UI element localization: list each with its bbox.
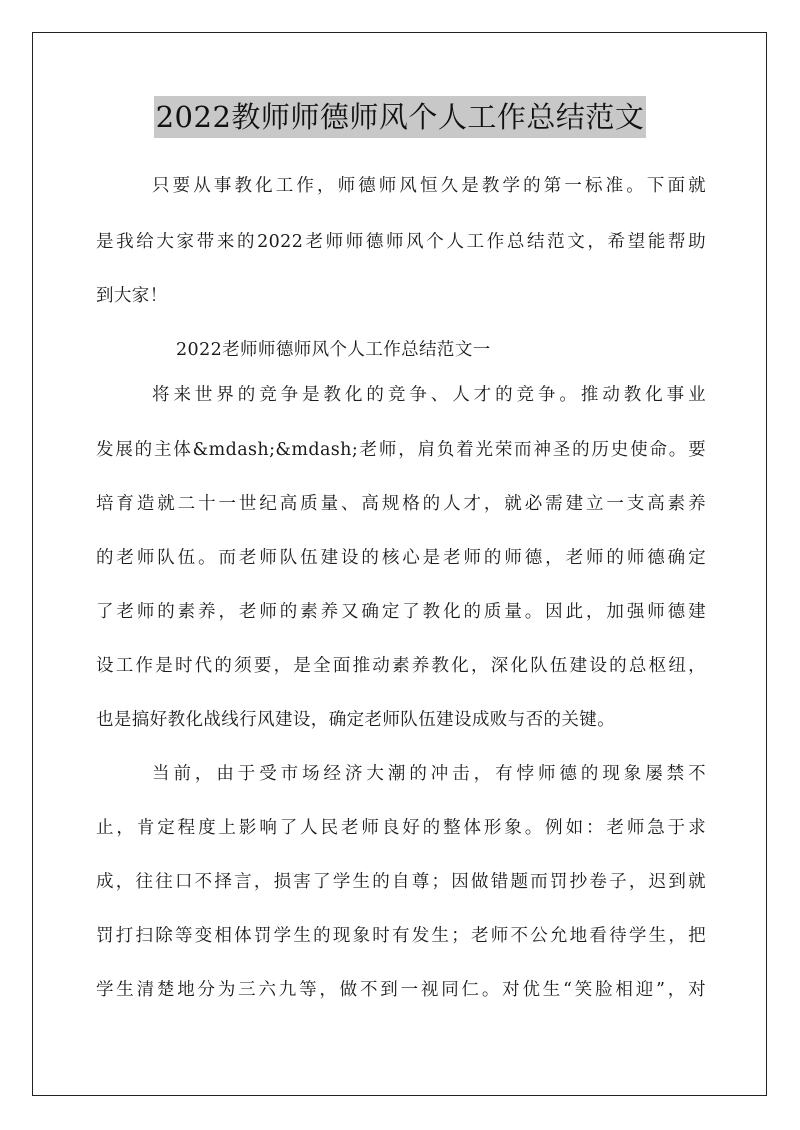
paragraph-line: 罚打扫除等变相体罚学生的现象时有发生；老师不公允地看待学生，把 (96, 926, 706, 946)
paragraph-line: 发展的主体&mdash;&mdash;老师，肩负着光荣而神圣的历史使命。要 (96, 440, 706, 460)
title-container (0, 96, 800, 138)
paragraph-line: 也是搞好教化战线行风建设，确定老师队伍建设成败与否的关键。 (96, 710, 616, 730)
paragraph-line: 设工作是时代的须要，是全面推动素养教化，深化队伍建设的总枢纽， (96, 656, 706, 676)
paragraph-line: 成，往往口不择言，损害了学生的自尊；因做错题而罚抄卷子，迟到就 (96, 872, 706, 892)
paragraph-line: 培育造就二十一世纪高质量、高规格的人才，就必需建立一支高素养 (96, 494, 706, 514)
paragraph-line: 当前，由于受市场经济大潮的冲击，有悖师德的现象屡禁不 (152, 764, 706, 784)
paragraph-line: 将来世界的竞争是教化的竞争、人才的竞争。推动教化事业 (152, 385, 706, 405)
paragraph-line: 了老师的素养，老师的素养又确定了教化的质量。因此，加强师德建 (96, 602, 706, 622)
paragraph-line: 学生清楚地分为三六九等，做不到一视同仁。对优生“笑脸相迎”，对 (96, 980, 706, 1000)
paragraph-line: 到大家！ (96, 286, 168, 306)
document-title: 2022教师师德师风个人工作总结范文 (154, 96, 647, 138)
paragraph-line: 的老师队伍。而老师队伍建设的核心是老师的师德，老师的师德确定 (96, 548, 706, 568)
paragraph-line: 是我给大家带来的2022老师师德师风个人工作总结范文，希望能帮助 (96, 232, 706, 252)
paragraph-line: 止，肯定程度上影响了人民老师良好的整体形象。例如：老师急于求 (96, 818, 706, 838)
section-heading: 2022老师师德师风个人工作总结范文一 (176, 340, 491, 360)
paragraph-line: 只要从事教化工作，师德师风恒久是教学的第一标准。下面就 (152, 176, 706, 196)
